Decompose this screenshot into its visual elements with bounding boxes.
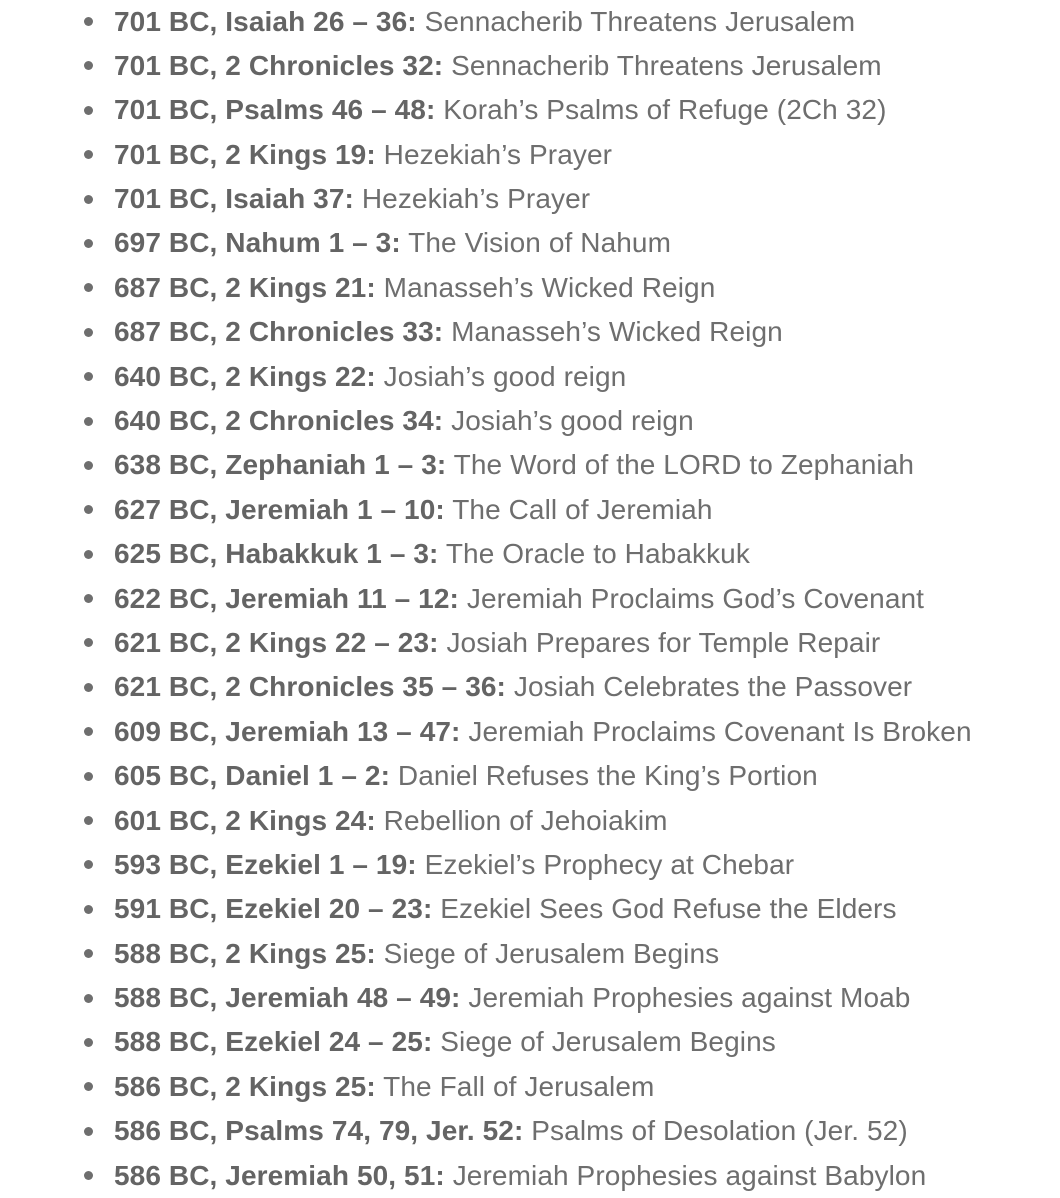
event-description: Psalms of Desolation (Jer. 52) [531,1115,908,1147]
scripture-reference: 697 BC, Nahum 1 – 3: [114,227,401,259]
event-description: Manasseh’s Wicked Reign [451,316,783,348]
scripture-reference: 609 BC, Jeremiah 13 – 47: [114,715,461,747]
scripture-reference: 638 BC, Zephaniah 1 – 3: [114,449,447,481]
list-item [0,266,1060,310]
scripture-reference: 701 BC, Isaiah 26 – 36: [114,5,417,37]
bullet-icon [84,283,93,292]
event-description: The Oracle to Habakkuk [445,538,750,570]
event-description: Jeremiah Proclaims Covenant Is Broken [468,715,972,747]
scripture-reference: 591 BC, Ezekiel 20 – 23: [114,893,433,925]
bullet-icon [84,594,93,603]
scripture-reference: 621 BC, 2 Kings 22 – 23: [114,626,439,658]
list-item [0,887,1060,931]
bullet-icon [84,1082,93,1091]
event-description: Josiah Celebrates the Passover [513,671,913,703]
event-description: The Fall of Jerusalem [383,1070,655,1102]
bullet-icon [84,239,93,248]
bullet-icon [84,638,93,647]
event-description: Josiah Prepares for Temple Repair [446,626,881,658]
list-item [0,443,1060,487]
bullet-icon [84,1038,93,1047]
event-description: Ezekiel Sees God Refuse the Elders [440,893,897,925]
bullet-icon [84,195,93,204]
bullet-icon [84,1171,93,1180]
list-item [0,976,1060,1020]
list-item [0,310,1060,354]
bullet-icon [84,683,93,692]
event-description: Hezekiah’s Prayer [361,183,591,215]
bullet-icon [84,727,93,736]
bullet-icon [84,505,93,514]
scripture-reference: 701 BC, 2 Chronicles 32: [114,49,444,81]
event-description: Jeremiah Proclaims God’s Covenant [466,582,925,614]
bullet-icon [84,328,93,337]
scripture-reference: 625 BC, Habakkuk 1 – 3: [114,538,439,570]
event-description: Ezekiel’s Prophecy at Chebar [424,848,795,880]
event-description: The Vision of Nahum [408,227,672,259]
bullet-icon [84,106,93,115]
scripture-reference: 588 BC, Jeremiah 48 – 49: [114,982,461,1014]
list-item [0,799,1060,843]
bullet-icon [84,994,93,1003]
event-description: Siege of Jerusalem Begins [440,1026,776,1058]
bullet-icon [84,1127,93,1136]
list-item [0,1020,1060,1064]
event-description: Daniel Refuses the King’s Portion [397,760,818,792]
bullet-icon [84,461,93,470]
scripture-reference: 605 BC, Daniel 1 – 2: [114,760,391,792]
bullet-icon [84,905,93,914]
event-description: Josiah’s good reign [383,360,627,392]
event-description: Jeremiah Prophesies against Moab [468,982,911,1014]
event-description: Hezekiah’s Prayer [383,138,613,170]
list-item [0,932,1060,976]
scripture-reference: 621 BC, 2 Chronicles 35 – 36: [114,671,506,703]
list-item [0,221,1060,265]
scripture-reference: 687 BC, 2 Chronicles 33: [114,316,444,348]
list-item [0,577,1060,621]
bullet-icon [84,150,93,159]
scripture-reference: 586 BC, Psalms 74, 79, Jer. 52: [114,1115,524,1147]
bullet-icon [84,816,93,825]
event-description: Sennacherib Threatens Jerusalem [424,5,856,37]
bullet-icon [84,417,93,426]
event-description: The Call of Jeremiah [452,493,713,525]
scripture-reference: 701 BC, Isaiah 37: [114,183,354,215]
scripture-reference: 588 BC, Ezekiel 24 – 25: [114,1026,433,1058]
scripture-reference: 593 BC, Ezekiel 1 – 19: [114,848,417,880]
bullet-icon [84,550,93,559]
list-item [0,1065,1060,1109]
list-item [0,177,1060,221]
list-item [0,488,1060,532]
bullet-icon [84,61,93,70]
event-description: Josiah’s good reign [451,405,694,437]
list-item [0,710,1060,754]
scripture-reference: 640 BC, 2 Chronicles 34: [114,405,444,437]
scripture-reference: 601 BC, 2 Kings 24: [114,804,376,836]
bullet-icon [84,772,93,781]
list-item [0,754,1060,798]
list-item [0,399,1060,443]
list-item [0,0,1060,44]
list-item [0,621,1060,665]
bullet-icon [84,372,93,381]
list-item [0,133,1060,177]
event-description: Siege of Jerusalem Begins [383,937,720,969]
list-item [0,1109,1060,1153]
scripture-reference: 687 BC, 2 Kings 21: [114,271,376,303]
scripture-reference: 586 BC, Jeremiah 50, 51: [114,1159,445,1191]
scripture-reference: 588 BC, 2 Kings 25: [114,937,376,969]
list-item [0,1154,1060,1198]
list-item [0,665,1060,709]
list-item [0,88,1060,132]
scripture-reference: 627 BC, Jeremiah 1 – 10: [114,493,445,525]
list-item [0,355,1060,399]
scripture-reference: 640 BC, 2 Kings 22: [114,360,376,392]
scripture-reference: 701 BC, 2 Kings 19: [114,138,376,170]
bullet-icon [84,949,93,958]
event-description: The Word of the LORD to Zephaniah [453,449,915,481]
event-description: Korah’s Psalms of Refuge (2Ch 32) [443,94,887,126]
bullet-icon [84,860,93,869]
event-description: Jeremiah Prophesies against Babylon [452,1159,927,1191]
scripture-reference: 622 BC, Jeremiah 11 – 12: [114,582,459,614]
scripture-reference: 701 BC, Psalms 46 – 48: [114,94,436,126]
event-description: Manasseh’s Wicked Reign [383,271,716,303]
list-item [0,44,1060,88]
event-description: Rebellion of Jehoiakim [383,804,668,836]
scripture-reference: 586 BC, 2 Kings 25: [114,1070,376,1102]
list-item [0,532,1060,576]
list-item [0,843,1060,887]
event-description: Sennacherib Threatens Jerusalem [451,49,882,81]
bullet-icon [84,17,93,26]
